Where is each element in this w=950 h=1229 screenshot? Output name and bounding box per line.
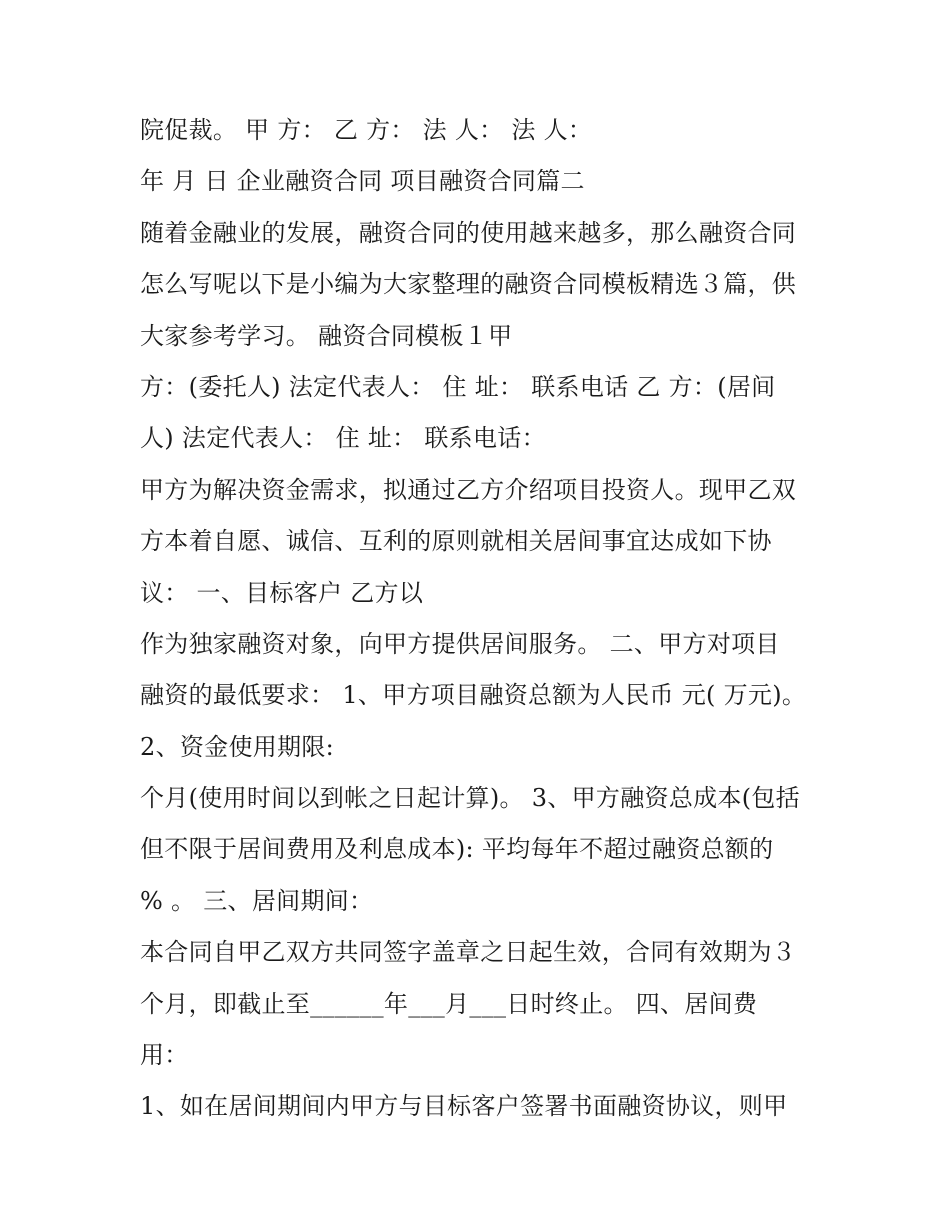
text-line: 人) 法定代表人： 住 址： 联系电话： [140, 424, 546, 453]
text-line: 大家参考学习。 融资合同模板１甲 [140, 321, 513, 350]
text-line: 方：(委托人) 法定代表人： 住 址： 联系电话 乙 方：(居间 [140, 372, 776, 401]
text-line: 1、如在居间期间内甲方与目标客户签署书面融资协议，则甲 [140, 1092, 788, 1121]
text-line: 随着金融业的发展，融资合同的使用越来越多，那么融资合同 [140, 218, 797, 247]
text-line: 怎么写呢以下是小编为大家整理的融资合同模板精选３篇，供 [140, 270, 797, 299]
text-line: 甲方为解决资金需求，拟通过乙方介绍项目投资人。现甲乙双 [140, 475, 797, 504]
document-body [140, 108, 820, 1136]
text-line: 本合同自甲乙双方共同签字盖章之日起生效，合同有效期为３ [140, 938, 797, 967]
text-line: 用： [140, 1041, 189, 1070]
text-line: 个月，即截止至______年___月___日时终止。 四、居间费 [140, 989, 758, 1018]
text-line: 方本着自愿、诚信、互利的原则就相关居间事宜达成如下协 [140, 527, 772, 556]
text-line: 年 月 日 企业融资合同 项目融资合同篇二 [140, 167, 585, 196]
text-line: 融资的最低要求： 1、甲方项目融资总额为人民币 元( 万元)。 [140, 681, 807, 710]
text-line: 议： 一、目标客户 乙方以 [140, 578, 424, 607]
text-line: 2、资金使用期限: [140, 732, 335, 761]
text-line: 院促裁。 甲 方： 乙 方： 法 人： 法 人： [140, 116, 593, 144]
text-line: 作为独家融资对象，向甲方提供居间服务。 二、甲方对项目 [140, 629, 780, 658]
text-line: % 。 三、居间期间： [140, 886, 374, 915]
text-line: 但不限于居间费用及利息成本): 平均每年不超过融资总额的 [140, 835, 774, 864]
text-line: 个月(使用时间以到帐之日起计算)。 3、甲方融资总成本(包括 [140, 784, 800, 813]
